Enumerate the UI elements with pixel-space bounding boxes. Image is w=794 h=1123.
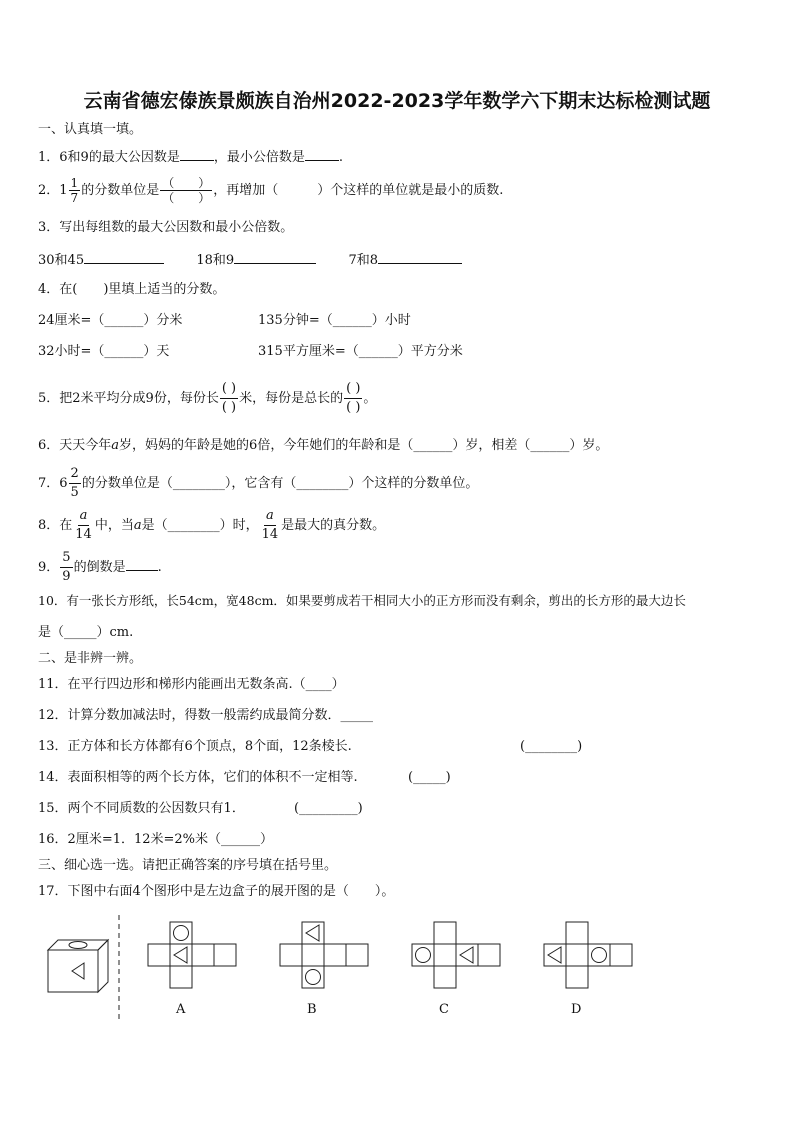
question-4-r2b: 315平方厘米=（______）平方分米 <box>258 344 463 359</box>
question-3-parts: 30和45 18和9 7和8 <box>38 251 462 269</box>
question-10-line2: 是（_____）cm. <box>38 625 134 640</box>
option-b-label[interactable]: B <box>307 1002 317 1017</box>
section-2-heading: 二、是非辨一辨。 <box>38 651 143 666</box>
question-13-answer[interactable]: (________) <box>520 739 583 754</box>
question-3: 3．写出每组数的最大公因数和最小公倍数。 <box>38 220 294 235</box>
cube-icon <box>48 940 108 992</box>
fraction: $\frac{1}{7}$ <box>70 176 79 205</box>
question-14-answer[interactable]: (_____) <box>408 770 451 785</box>
answer-fraction[interactable]: $\frac{( )}{( )}$ <box>162 176 211 205</box>
answer-fraction[interactable]: $\frac{( )}{( )}$ <box>221 381 237 415</box>
question-6: 6．天天今年a岁，妈妈的年龄是她的6倍，今年她们的年龄和是（______）岁，相差（______）岁。 <box>38 438 609 453</box>
fraction: $\frac{5}{9}$ <box>62 550 71 584</box>
question-10-line1: 10．有一张长方形纸，长54cm，宽48cm．如果要剪成若干相同大小的正方形而没有剩余，剪出的长方形的最大边长 <box>38 593 686 608</box>
fraction: $\frac{a}{14}$ <box>75 508 92 542</box>
option-d-net <box>544 922 632 988</box>
question-12: 12．计算分数加减法时，得数一般需约成最简分数．_____ <box>38 708 374 723</box>
question-15: 15．两个不同质数的公因数只有1． <box>38 801 245 816</box>
question-5: 5．把2米平均分成9份，每份长 $\frac{( )}{( )}$ 米，每份是总长的 $\frac{( )}{( )}$ 。 <box>38 381 377 415</box>
question-11: 11．在平行四边形和梯形内能画出无数条高.（____） <box>38 677 345 692</box>
fraction: $\frac{a}{14}$ <box>261 508 279 542</box>
question-15-answer[interactable]: (_________) <box>294 801 363 816</box>
question-2: 2．1 $\frac{1}{7}$ 的分数单位是 $\frac{( )}{( )}$ ，再增加（ ）个这样的单位就是最小的质数. <box>38 176 504 205</box>
option-a-label[interactable]: A <box>176 1002 186 1017</box>
answer-fraction[interactable]: $\frac{( )}{( )}$ <box>346 381 361 415</box>
question-4: 4．在( )里填上适当的分数。 <box>38 282 226 297</box>
option-c-label[interactable]: C <box>439 1002 449 1017</box>
option-d-label[interactable]: D <box>571 1002 582 1017</box>
section-3-heading: 三、细心选一选。请把正确答案的序号填在括号里。 <box>38 858 338 873</box>
section-1-heading: 一、认真填一填。 <box>38 122 143 137</box>
question-7: 7．6 $\frac{2}{5}$ 的分数单位是（________），它含有（________）个这样的分数单位。 <box>38 466 479 500</box>
option-b-net <box>280 922 368 988</box>
question-16: 16．2厘米=1．12米=2%米（______） <box>38 832 274 847</box>
question-4-r2a: 32小时=（______）天 <box>38 344 170 359</box>
question-14: 14．表面积相等的两个长方体，它们的体积不一定相等. <box>38 770 358 785</box>
question-17: 17．下图中右面4个图形中是左边盒子的展开图的是（ ）。 <box>38 884 395 899</box>
question-4-r1b: 135分钟=（______）小时 <box>258 313 411 328</box>
question-13: 13．正方体和长方体都有6个顶点，8个面，12条棱长. <box>38 739 352 754</box>
question-1: 1．6和9的最大公因数是 ，最小公倍数是 . <box>38 150 343 165</box>
page-title: 云南省德宏傣族景颇族自治州2022-2023学年数学六下期末达标检测试题 <box>83 90 711 112</box>
question-8: 8．在 $\frac{a}{14}$ 中，当a是（________）时， $\frac{a}{14}$ 是最大的真分数。 <box>38 508 386 542</box>
question-4-r1a: 24厘米=（______）分米 <box>38 313 183 328</box>
fraction: $\frac{2}{5}$ <box>70 466 79 500</box>
question-9: 9． $\frac{5}{9}$ 的倒数是 . <box>38 550 162 584</box>
option-c-net <box>412 922 500 988</box>
option-a-net <box>148 922 236 988</box>
